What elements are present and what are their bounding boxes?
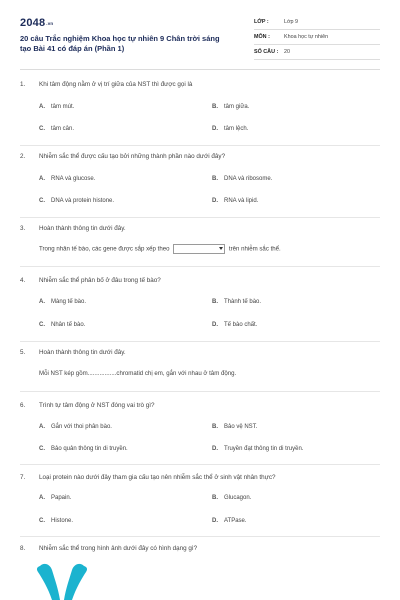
option-letter: B. [212,104,218,110]
option-text: Gắn với thoi phân bào. [51,424,112,430]
question-number: 7. [20,474,26,481]
question-text: Nhiễm sắc thể trong hình ảnh dưới đây có hình dạng gì? [39,545,198,552]
option-c[interactable] [39,198,114,204]
option-letter: A. [39,176,45,182]
option-text: Nhân tế bào. [51,322,86,328]
option-text: Histone. [51,518,74,524]
option-d[interactable] [212,518,247,524]
option-letter: B. [212,495,218,501]
question-divider [20,341,380,342]
fill-after-text: trên nhiễm sắc thể. [228,245,281,253]
option-letter: C. [39,198,45,204]
option-a[interactable] [39,495,71,501]
question-number: 8. [20,545,26,552]
option-letter: A. [39,495,45,501]
meta-count-row [254,46,380,60]
option-c[interactable] [39,446,128,452]
option-letter: A. [39,299,45,305]
question-divider [20,217,380,218]
option-text: RNA và glucose. [51,176,96,182]
question-divider [20,391,380,392]
question-text: Nhiễm sắc thể được cấu tạo bởi những thành phần nào dưới đây? [39,153,226,160]
question-number: 4. [20,277,26,284]
chevron-down-icon [219,247,223,250]
chromosome-right-arm [64,564,87,600]
question-text: Loại protein nào dưới đây tham gia cấu tạo nên nhiễm sắc thể ở sinh vật nhân thực? [39,474,276,481]
option-b[interactable] [212,104,249,110]
option-d[interactable] [212,322,257,328]
option-text: DNA và ribosome. [224,176,273,182]
page-title: 20 câu Trắc nghiệm Khoa học tự nhiên 9 Chân trời sáng tạo Bài 41 có đáp án (Phần 1) [20,34,220,53]
option-b[interactable] [212,299,261,305]
question-text: Khi tâm động nằm ở vị trí giữa của NST thì được gọi là [39,81,193,88]
option-a[interactable] [39,299,86,305]
option-text: Thành tế bào. [224,299,262,305]
option-a[interactable] [39,176,95,182]
option-text: Bảo quản thông tin di truyền. [51,446,128,452]
header-divider [20,69,380,70]
question-divider [20,464,380,465]
option-d[interactable] [212,446,304,452]
option-letter: C. [39,322,45,328]
option-letter: D. [212,198,218,204]
logo-suffix: .vn [46,21,54,26]
option-letter: B. [212,424,218,430]
option-letter: B. [212,299,218,305]
option-a[interactable] [39,104,74,110]
question-text: Nhiễm sắc thể phân bố ở đâu trong tế bào? [39,277,161,284]
option-b[interactable] [212,424,257,430]
logo-text: 2048 [20,17,46,29]
meta-value: Khoa học tự nhiên [284,34,329,40]
question-number: 3. [20,225,26,232]
meta-label: SỐ CÂU : [254,49,279,55]
fill-in-sentence: Mỗi NST kép gồm.................chromatid chị em, gắn với nhau ở tâm động. [39,370,237,377]
option-letter: D. [212,126,218,132]
site-logo[interactable] [20,17,53,29]
option-text: Bảo vệ NST. [224,424,258,430]
option-letter: C. [39,518,45,524]
option-text: RNA và lipid. [224,198,259,204]
fill-before-text: Trong nhân tế bào, các gene được sắp xếp theo [39,245,170,253]
option-text: Truyền đạt thông tin di truyền. [224,446,304,452]
question-divider [20,536,380,537]
option-d[interactable] [212,126,248,132]
option-text: Glucagon. [224,495,252,501]
meta-label: LỚP : [254,19,269,25]
option-text: tâm giữa. [224,104,250,110]
meta-label: MÔN : [254,34,270,40]
question-divider [20,266,380,267]
option-letter: C. [39,446,45,452]
option-letter: D. [212,322,218,328]
question-number: 5. [20,349,26,356]
option-b[interactable] [212,176,272,182]
option-text: tâm mút. [51,104,75,110]
option-c[interactable] [39,518,73,524]
chromosome-image [32,560,92,600]
option-letter: A. [39,104,45,110]
chromosome-left-arm [37,564,60,600]
option-a[interactable] [39,424,112,430]
option-letter: D. [212,518,218,524]
option-text: ATPase. [224,518,247,524]
option-b[interactable] [212,495,251,501]
option-text: Màng tế bào. [51,299,87,305]
option-letter: A. [39,424,45,430]
meta-subject-row [254,31,380,45]
option-c[interactable] [39,322,85,328]
option-text: tâm lệch. [224,126,249,132]
option-letter: C. [39,126,45,132]
question-text: Trình tự tâm động ở NST đóng vai trò gì? [39,402,155,409]
option-c[interactable] [39,126,74,132]
fill-in-sentence [39,244,281,254]
question-number: 1. [20,81,26,88]
answer-dropdown[interactable] [173,244,225,254]
meta-class-row [254,16,380,30]
question-number: 6. [20,402,26,409]
option-text: DNA và protein histone. [51,198,115,204]
question-text: Hoàn thành thông tin dưới đây. [39,349,126,356]
option-letter: B. [212,176,218,182]
option-text: Papain. [51,495,72,501]
meta-value: 20 [284,49,290,55]
option-letter: D. [212,446,218,452]
question-divider [20,145,380,146]
option-d[interactable] [212,198,258,204]
question-text: Hoàn thành thông tin dưới đây. [39,225,126,232]
option-text: tâm cân. [51,126,75,132]
option-text: Tế bào chất. [224,322,258,328]
question-number: 2. [20,153,26,160]
meta-value: Lớp 9 [284,19,299,25]
